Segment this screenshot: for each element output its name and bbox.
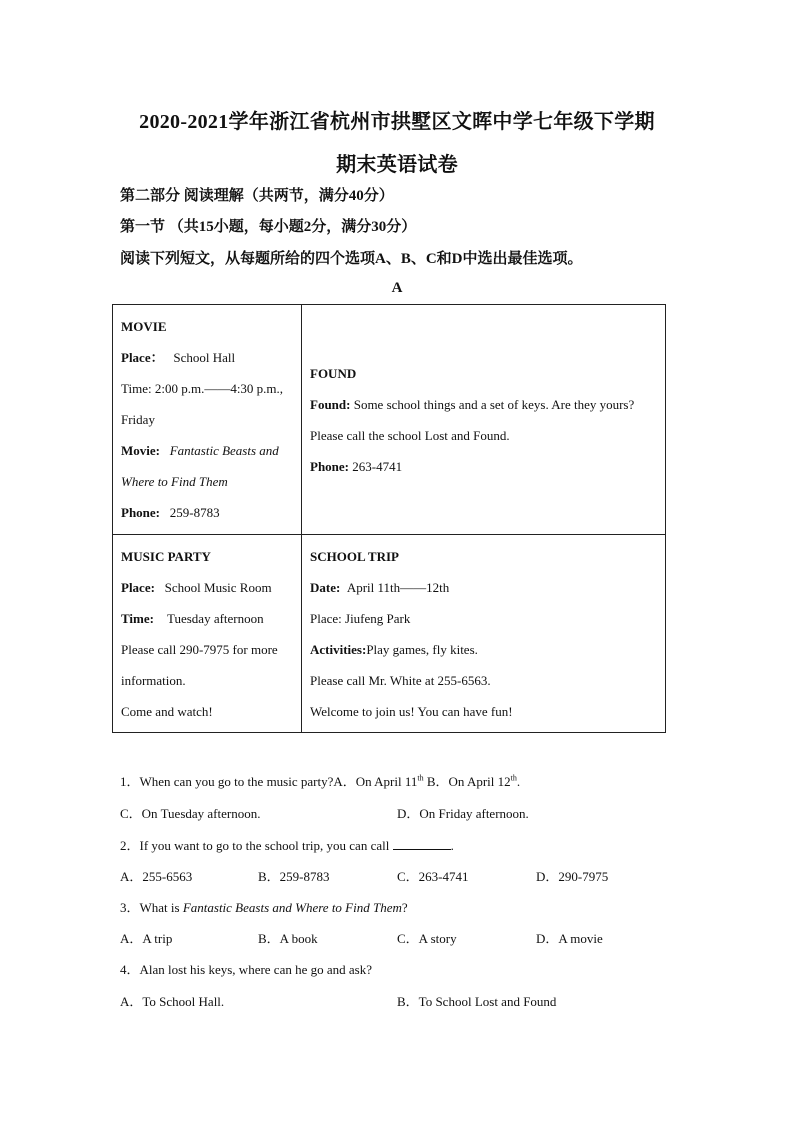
instruction-text: 阅读下列短文，从每题所给的四个选项A、B、C和D中选出最佳选项。 — [120, 251, 583, 267]
passage-label: A — [391, 280, 403, 296]
ads-row-1 — [113, 305, 666, 535]
question-2-option-a[interactable]: A．255-6563 — [120, 869, 193, 884]
question-3-option-d[interactable]: D．A movie — [536, 931, 603, 946]
question-1-option-c[interactable]: C．On Tuesday afternoon. — [120, 806, 261, 821]
question-1-option-d[interactable]: D．On Friday afternoon. — [397, 806, 529, 821]
exam-title-line-1: 2020-2021学年浙江省杭州市拱墅区文晖中学七年级下学期 — [139, 111, 655, 133]
question-3-option-c[interactable]: C．A story — [397, 931, 457, 946]
music-party-closing: Come and watch! — [121, 703, 213, 719]
school-trip-contact: Please call Mr. White at 255-6563. — [310, 672, 491, 688]
music-party-info: Please call 290-7975 for more information. — [121, 641, 278, 688]
school-trip-activities: Activities:Play games, fly kites. — [310, 641, 478, 657]
movie-phone: Phone: 259-8783 — [121, 505, 220, 520]
question-4: 4．Alan lost his keys, where can he go and ask? — [120, 962, 372, 977]
found-text: Found: Some school things and a set of keys. Are they yours? Please call the school Lost and Found. — [310, 396, 635, 443]
question-3-option-b[interactable]: B．A book — [258, 931, 318, 946]
music-party-cell — [113, 535, 302, 733]
exam-title-line-2: 期末英语试卷 — [336, 154, 458, 176]
school-trip-closing: Welcome to join us! You can have fun! — [310, 703, 513, 719]
movie-title: Movie: Fantastic Beasts and Where to Find Them — [121, 443, 279, 489]
found-phone: Phone: 263-4741 — [310, 458, 403, 474]
question-2-option-c[interactable]: C．263-4741 — [397, 869, 469, 884]
school-trip-heading: SCHOOL TRIP — [310, 548, 399, 564]
section-heading: 第二部分 阅读理解（共两节，满分40分） — [120, 188, 394, 204]
found-heading: FOUND — [310, 365, 357, 381]
movie-heading: MOVIE — [121, 319, 167, 334]
school-trip-cell — [302, 535, 666, 733]
question-4-option-a[interactable]: A．To School Hall. — [120, 994, 225, 1009]
movie-place: Place： School Hall — [121, 350, 236, 365]
ads-row-2 — [113, 535, 666, 733]
question-2-option-d[interactable]: D．290-7975 — [536, 869, 609, 884]
found-cell — [302, 305, 666, 535]
question-4-option-b[interactable]: B．To School Lost and Found — [397, 994, 557, 1009]
music-party-place: Place: School Music Room — [121, 579, 272, 595]
question-3: 3．What is Fantastic Beasts and Where to Find Them? — [120, 900, 408, 915]
movie-cell — [113, 305, 302, 535]
school-trip-date: Date: April 11th——12th — [310, 579, 450, 595]
movie-time: Time: 2:00 p.m.——4:30 p.m., Friday — [121, 381, 284, 427]
question-2-option-b[interactable]: B．259-8783 — [258, 869, 330, 884]
school-trip-place: Place: Jiufeng Park — [310, 610, 411, 626]
music-party-heading: MUSIC PARTY — [121, 548, 211, 564]
answer-blank — [393, 839, 451, 850]
music-party-time: Time: Tuesday afternoon — [121, 610, 264, 626]
ads-table — [112, 304, 666, 733]
question-2: 2．If you want to go to the school trip, you can call . — [120, 838, 454, 853]
question-1: 1．When can you go to the music party?A．On April 11th B．On April 12th. — [120, 773, 521, 789]
question-3-option-a[interactable]: A．A trip — [120, 931, 173, 946]
subsection-heading: 第一节 （共15小题，每小题2分，满分30分） — [120, 219, 417, 235]
